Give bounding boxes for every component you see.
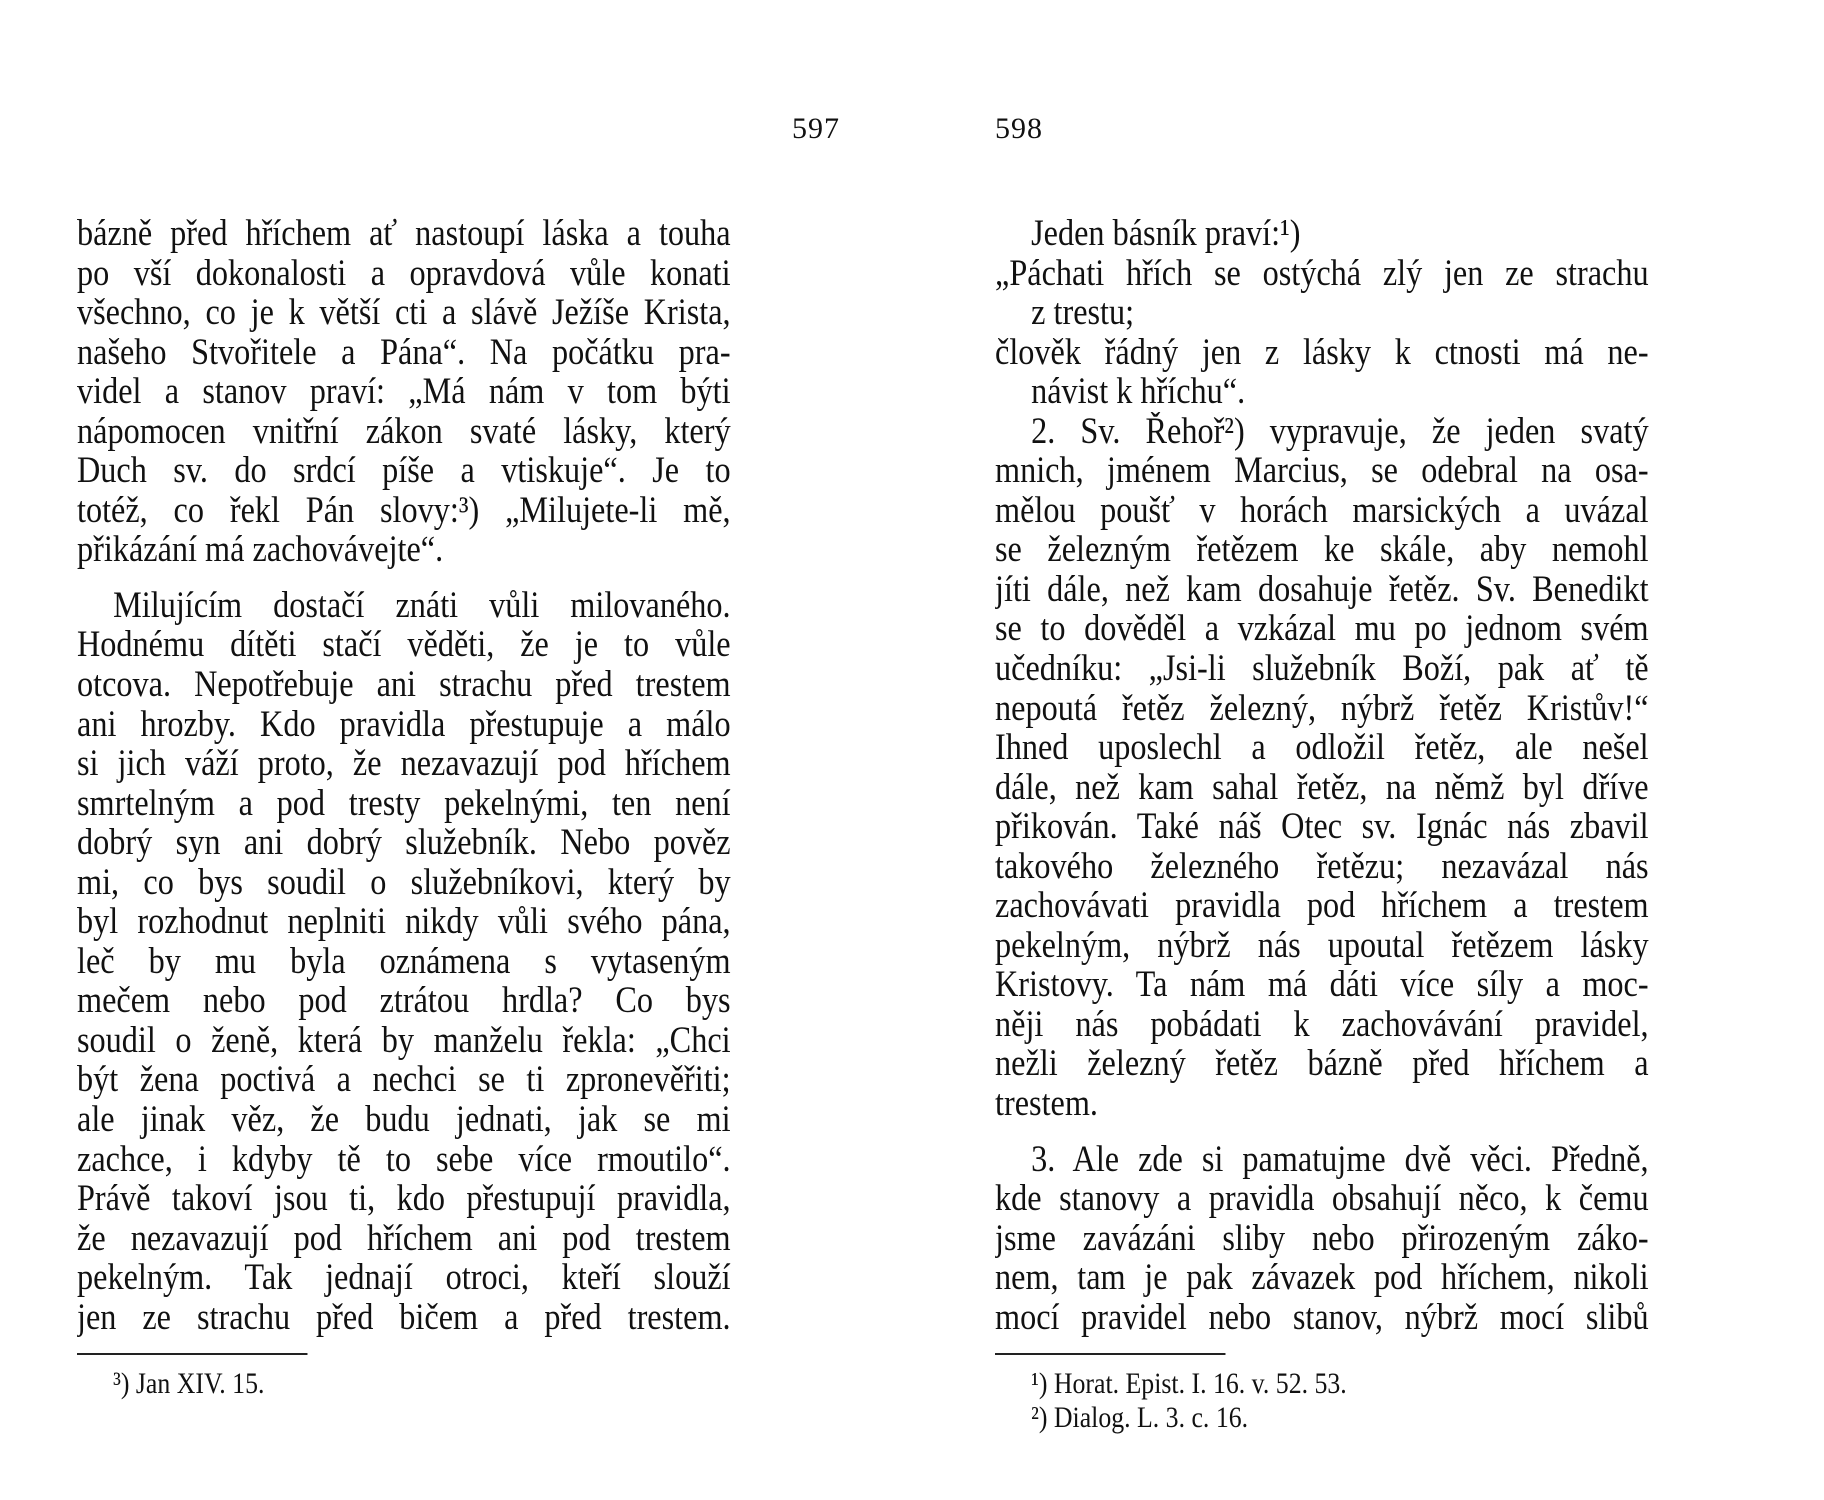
text-line: ani hrozby. Kdo pravidla přestupuje a málo bbox=[77, 704, 731, 745]
text-line: člověk řádný jen z lásky k ctnosti má ne- bbox=[995, 332, 1649, 373]
text-line: se to dověděl a vzkázal mu po jednom svém bbox=[995, 609, 1649, 650]
text-line: Kristovy. Ta nám má dáti více síly a moc- bbox=[995, 965, 1649, 1005]
footnote: ¹) Horat. Epist. I. 16. v. 52. 53. bbox=[1031, 1367, 1347, 1401]
footnote-rule bbox=[995, 1353, 1225, 1355]
text-line: být žena poctivá a nechci se ti zpronevěřiti; bbox=[77, 1060, 731, 1101]
text-line: 3. Ale zde si pamatujme dvě věci. Předně, bbox=[1031, 1139, 1649, 1180]
text-line: Jeden básník praví:¹) bbox=[1031, 214, 1301, 254]
text-line: smrtelným a pod tresty pekelnými, ten není bbox=[77, 783, 731, 824]
text-line: Hodnému dítěti stačí věděti, že je to vůle bbox=[77, 625, 731, 666]
text-line: nápomocen vnitřní zákon svaté lásky, který bbox=[77, 411, 731, 452]
text-line: zachce, i kdyby tě to sebe více rmoutilo“. bbox=[77, 1139, 731, 1180]
text-line: bázně před hříchem ať nastoupí láska a touha bbox=[77, 214, 731, 254]
text-line: byl rozhodnut neplniti nikdy vůli svého pána, bbox=[77, 902, 731, 942]
footnote: ²) Dialog. L. 3. c. 16. bbox=[1031, 1401, 1249, 1435]
text-line: jíti dále, než kam dosahuje řetěz. Sv. Benedikt bbox=[995, 569, 1649, 610]
left-page-text bbox=[77, 214, 731, 1401]
text-line: soudil o ženě, která by manželu řekla: „Chci bbox=[77, 1020, 731, 1061]
footnote: ³) Jan XIV. 15. bbox=[113, 1367, 265, 1401]
text-line: nežli železný řetěz bázně před hříchem a bbox=[995, 1044, 1649, 1085]
text-line: dále, než kam sahal řetěz, na němž byl dříve bbox=[995, 767, 1649, 808]
text-line: Duch sv. do srdcí píše a vtiskuje“. Je to bbox=[77, 451, 731, 491]
text-line: po vší dokonalosti a opravdová vůle konati bbox=[77, 253, 731, 294]
text-line: přikázání má zachovávejte“. bbox=[77, 530, 444, 570]
text-line: zachovávati pravidla pod hříchem a trestem bbox=[995, 886, 1649, 926]
text-line: něji nás pobádati k zachovávání pravidel, bbox=[995, 1004, 1649, 1045]
text-line: mocí pravidel nebo stanov, nýbrž mocí slibů bbox=[995, 1297, 1649, 1338]
text-line: mi, co bys soudil o služebníkovi, který by bbox=[77, 862, 731, 903]
footnote-rule bbox=[77, 1353, 307, 1355]
text-line: jen ze strachu před bičem a před trestem. bbox=[77, 1297, 731, 1338]
text-line: mělou poušť v horách marsických a uvázal bbox=[995, 490, 1649, 531]
text-line: Milujícím dostačí znáti vůli milovaného. bbox=[113, 585, 731, 626]
text-line: přikován. Také náš Otec sv. Ignác nás zbavil bbox=[995, 807, 1649, 847]
text-line: mnich, jménem Marcius, se odebral na osa- bbox=[995, 451, 1649, 491]
text-line: otcova. Nepotřebuje ani strachu před trestem bbox=[77, 665, 731, 705]
text-line: nepoutá řetěz železný, nýbrž řetěz Kristův!“ bbox=[995, 688, 1649, 729]
right-page-text bbox=[995, 214, 1649, 1435]
text-line: se železným řetězem ke skále, aby nemohl bbox=[995, 530, 1649, 570]
text-line: si jich váží proto, že nezavazují pod hříchem bbox=[77, 744, 731, 784]
text-line: Právě takoví jsou ti, kdo přestupují pravidla, bbox=[77, 1179, 731, 1219]
text-line: mečem nebo pod ztrátou hrdla? Co bys bbox=[77, 981, 731, 1021]
text-line: že nezavazují pod hříchem ani pod trestem bbox=[77, 1218, 731, 1259]
text-line: 2. Sv. Řehoř²) vypravuje, že jeden svatý bbox=[1031, 411, 1649, 452]
text-line: leč by mu byla oznámena s vytaseným bbox=[77, 941, 731, 982]
text-line: učedníku: „Jsi-li služebník Boží, pak ať tě bbox=[995, 649, 1649, 689]
text-line: trestem. bbox=[995, 1084, 1098, 1124]
paragraph-gap bbox=[995, 1124, 1649, 1140]
text-line: návist k hříchu“. bbox=[1031, 372, 1246, 412]
text-line: z trestu; bbox=[1031, 293, 1135, 333]
text-line: pekelným. Tak jednají otroci, kteří slouží bbox=[77, 1258, 731, 1298]
text-line: pekelným, nýbrž nás upoutal řetězem lásky bbox=[995, 925, 1649, 966]
page-number-right: 598 bbox=[995, 112, 1043, 145]
text-line: totéž, co řekl Pán slovy:³) „Milujete-li mě, bbox=[77, 490, 731, 531]
text-line: takového železného řetězu; nezavázal nás bbox=[995, 846, 1649, 887]
text-line: Ihned uposlechl a odložil řetěz, ale nešel bbox=[995, 728, 1649, 768]
text-line: kde stanovy a pravidla obsahují něco, k čemu bbox=[995, 1179, 1649, 1219]
page-number-left: 597 bbox=[792, 112, 840, 145]
text-line: „Páchati hřích se ostýchá zlý jen ze strachu bbox=[995, 253, 1649, 294]
text-line: všechno, co je k větší cti a slávě Ježíše Krista, bbox=[77, 293, 731, 333]
text-line: jsme zavázáni sliby nebo přirozeným záko- bbox=[995, 1218, 1649, 1259]
text-line: ale jinak věz, že budu jednati, jak se mi bbox=[77, 1100, 731, 1140]
text-line: nem, tam je pak závazek pod hříchem, nikoli bbox=[995, 1258, 1649, 1298]
paragraph-gap bbox=[77, 570, 731, 586]
text-line: videl a stanov praví: „Má nám v tom býti bbox=[77, 372, 731, 412]
text-line: našeho Stvořitele a Pána“. Na počátku pra- bbox=[77, 332, 731, 373]
text-line: dobrý syn ani dobrý služebník. Nebo pověz bbox=[77, 823, 731, 863]
